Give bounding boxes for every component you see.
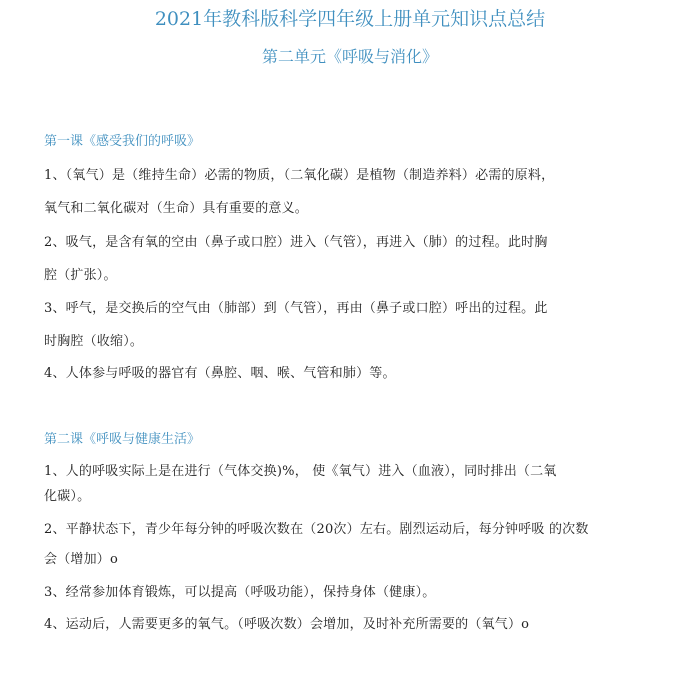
lesson1-line: 时胸腔（收缩）。	[44, 334, 144, 349]
lesson2-line: 1、人的呼吸实际上是在进行（气体交换)%， 使《氧气）进入（血液），同时排出（二氧	[44, 464, 557, 479]
lesson1-line: 4、人体参与呼吸的器官有（鼻腔、咽、喉、气管和肺）等。	[44, 366, 396, 381]
lesson1-line: 氧气和二氧化碳对（生命）具有重要的意义。	[44, 201, 309, 216]
lesson2-line: 3、经常参加体育锻炼，可以提高（呼吸功能），保持身体（健康）。	[44, 585, 436, 600]
lesson2-heading: 第二课《呼吸与健康生活》	[44, 432, 201, 447]
lesson1-line: 腔（扩张）。	[44, 268, 117, 283]
lesson2-line: 2、平静状态下，青少年每分钟的呼吸次数在（20次）左右。剧烈运动后，每分钟呼吸 的次数	[44, 522, 589, 537]
lesson1-heading: 第一课《感受我们的呼吸》	[44, 134, 201, 149]
unit-title: 第二单元《呼吸与消化》	[261, 47, 438, 66]
document-title: 2021年教科版科学四年级上册单元知识点总结	[154, 8, 546, 30]
lesson2-line: 4、运动后，人需要更多的氧气。（呼吸次数）会增加，及时补充所需要的（氧气）o	[44, 617, 530, 632]
lesson1-line: 2、吸气，是含有氧的空由（鼻子或口腔）进入（气管），再进入（肺）的过程。此时胸	[44, 235, 548, 250]
lesson2-line: 化碳）。	[44, 489, 91, 504]
lesson2-line: 会（增加）o	[44, 552, 119, 567]
lesson1-line: 3、呼气，是交换后的空气由（肺部）到（气管），再由（鼻子或口腔）呼出的过程。此	[44, 301, 548, 316]
lesson1-line: 1、（氧气）是（维持生命）必需的物质，（二氧化碳）是植物（制造养料）必需的原料，	[44, 168, 555, 183]
